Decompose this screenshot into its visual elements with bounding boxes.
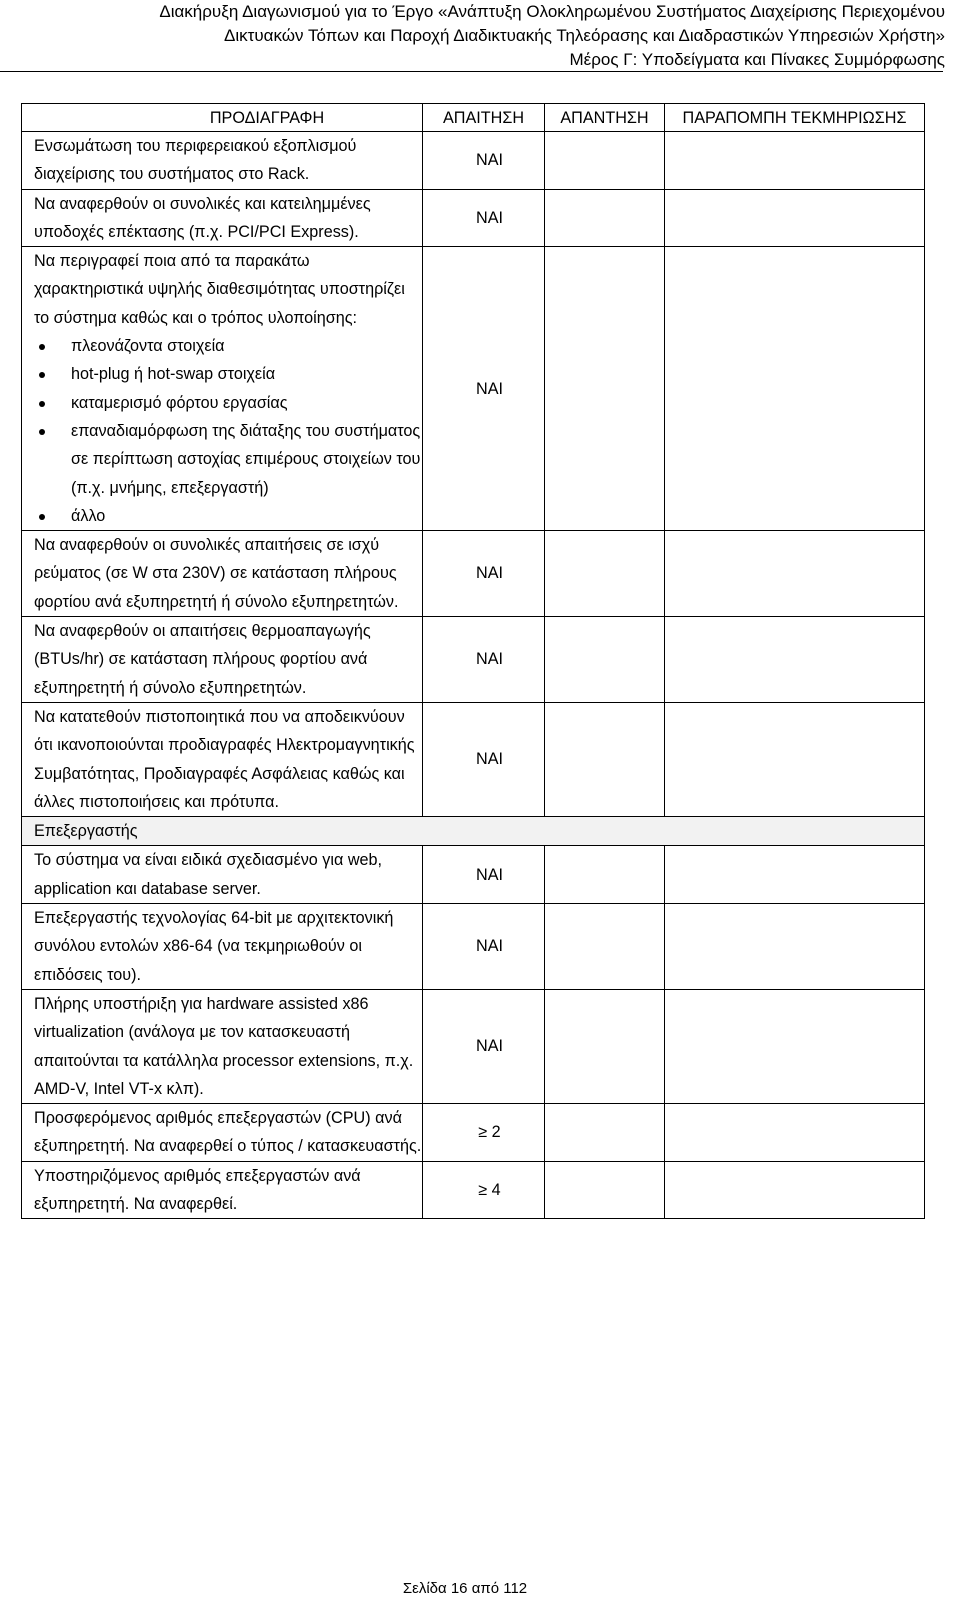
reference-cell: [665, 904, 925, 990]
header-divider: [0, 71, 943, 72]
requirement-cell: ΝΑΙ: [423, 132, 545, 190]
reference-cell: [665, 1161, 925, 1219]
spec-cell: [22, 247, 423, 531]
column-header-reference: ΠΑΡΑΠΟΜΠΗ ΤΕΚΜΗΡΙΩΣΗΣ: [665, 104, 925, 132]
answer-cell: [545, 702, 665, 816]
table-row: [22, 189, 925, 247]
document-header: [0, 0, 945, 72]
reference-cell: [665, 846, 925, 904]
requirement-cell: ΝΑΙ: [423, 989, 545, 1103]
answer-cell: [545, 846, 665, 904]
answer-cell: [545, 189, 665, 247]
page-number: Σελίδα 16 από 112: [402, 1580, 528, 1597]
reference-cell: [665, 617, 925, 703]
answer-cell: [545, 989, 665, 1103]
answer-cell: [545, 617, 665, 703]
spec-cell: Ενσωμάτωση του περιφερειακού εξοπλισμού διαχείρισης του συστήματος στο Rack.: [22, 132, 423, 190]
table-header-row: [22, 104, 925, 132]
section-heading-processor: Επεξεργαστής: [22, 817, 925, 846]
answer-cell: [545, 531, 665, 617]
header-title-line-1: Διακήρυξη Διαγωνισμού για το Έργο «Ανάπτυξη Ολοκληρωμένου Συστήματος Διαχείρισης Περιεχομένου: [159, 2, 945, 21]
table-row: [22, 247, 925, 531]
feature-list-item: hot-plug ή hot-swap στοιχεία: [34, 360, 422, 388]
spec-cell: Να αναφερθούν οι συνολικές και κατειλημμένες υποδοχές επέκτασης (π.χ. PCI/PCI Express).: [22, 189, 423, 247]
feature-list-item: καταμερισμό φόρτου εργασίας: [34, 389, 422, 417]
spec-cell: Να κατατεθούν πιστοποιητικά που να αποδεικνύουν ότι ικανοποιούνται προδιαγραφές Ηλεκτρομαγνητικής Συμβατότητας, Προδιαγραφές Ασφάλειας καθώς και άλλες πιστοποιήσεις και πρότυπα.: [22, 702, 423, 816]
table-row: [22, 1104, 925, 1162]
requirement-cell: ΝΑΙ: [423, 702, 545, 816]
answer-cell: [545, 904, 665, 990]
answer-cell: [545, 1161, 665, 1219]
reference-cell: [665, 247, 925, 531]
spec-cell: Το σύστημα να είναι ειδικά σχεδιασμένο για web, application και database server.: [22, 846, 423, 904]
spec-cell: Προσφερόμενος αριθμός επεξεργαστών (CPU) ανά εξυπηρετητή. Να αναφερθεί ο τύπος / κατασκευαστής.: [22, 1104, 423, 1162]
requirement-cell: ≥ 2: [423, 1104, 545, 1162]
answer-cell: [545, 247, 665, 531]
table-row: [22, 1161, 925, 1219]
requirement-cell: ΝΑΙ: [423, 617, 545, 703]
spec-cell: Να αναφερθούν οι απαιτήσεις θερμοαπαγωγής (BTUs/hr) σε κατάσταση πλήρους φορτίου ανά εξυπηρετητή ή σύνολο εξυπηρετητών.: [22, 617, 423, 703]
requirement-cell: ΝΑΙ: [423, 531, 545, 617]
section-heading-row: [22, 817, 925, 846]
header-title-line-2: Δικτυακών Τόπων και Παροχή Διαδικτυακής Τηλεόρασης και Διαδραστικών Υπηρεσιών Χρήστη»: [223, 26, 945, 45]
table-row: [22, 989, 925, 1103]
reference-cell: [665, 531, 925, 617]
reference-cell: [665, 702, 925, 816]
feature-list-item: άλλο: [34, 502, 422, 530]
header-part-title: Μέρος Γ: Υποδείγματα και Πίνακες Συμμόρφωσης: [569, 50, 945, 69]
spec-cell: Υποστηριζόμενος αριθμός επεξεργαστών ανά εξυπηρετητή. Να αναφερθεί.: [22, 1161, 423, 1219]
spec-cell: Επεξεργαστής τεχνολογίας 64-bit με αρχιτεκτονική συνόλου εντολών x86-64 (να τεκμηριωθούν οι επιδόσεις του).: [22, 904, 423, 990]
column-header-requirement: ΑΠΑΙΤΗΣΗ: [423, 104, 545, 132]
requirement-cell: ΝΑΙ: [423, 189, 545, 247]
requirement-cell: ΝΑΙ: [423, 846, 545, 904]
feature-list-item: επαναδιαμόρφωση της διάταξης του συστήματος σε περίπτωση αστοχίας επιμέρους στοιχείων του (π.χ. μνήμης, επεξεργαστή): [34, 417, 422, 502]
reference-cell: [665, 132, 925, 190]
table-row: [22, 132, 925, 190]
feature-list-item: πλεονάζοντα στοιχεία: [34, 332, 422, 360]
table-row: [22, 531, 925, 617]
table-row: [22, 846, 925, 904]
requirement-cell: ΝΑΙ: [423, 904, 545, 990]
table-row: [22, 904, 925, 990]
table-row: [22, 617, 925, 703]
table-row: [22, 702, 925, 816]
spec-intro-text: Να περιγραφεί ποια από τα παρακάτω χαρακτηριστικά υψηλής διαθεσιμότητας υποστηρίζει το σύστημα καθώς και ο τρόπος υλοποίησης:: [34, 252, 405, 327]
spec-cell: Να αναφερθούν οι συνολικές απαιτήσεις σε ισχύ ρεύματος (σε W στα 230V) σε κατάσταση πλήρους φορτίου ανά εξυπηρετητή ή σύνολο εξυπηρετητών.: [22, 531, 423, 617]
column-header-answer: ΑΠΑΝΤΗΣΗ: [545, 104, 665, 132]
column-header-spec: ΠΡΟΔΙΑΓΡΑΦΗ: [22, 104, 423, 132]
compliance-table: [21, 103, 925, 1219]
reference-cell: [665, 189, 925, 247]
feature-list: [34, 332, 422, 530]
reference-cell: [665, 989, 925, 1103]
requirement-cell: ΝΑΙ: [423, 247, 545, 531]
reference-cell: [665, 1104, 925, 1162]
spec-cell: Πλήρης υποστήριξη για hardware assisted x86 virtualization (ανάλογα με τον κατασκευαστή απαιτούνται τα κατάλληλα processor extensions, π.χ. AMD-V, Intel VT-x κλπ).: [22, 989, 423, 1103]
answer-cell: [545, 132, 665, 190]
requirement-cell: ≥ 4: [423, 1161, 545, 1219]
answer-cell: [545, 1104, 665, 1162]
